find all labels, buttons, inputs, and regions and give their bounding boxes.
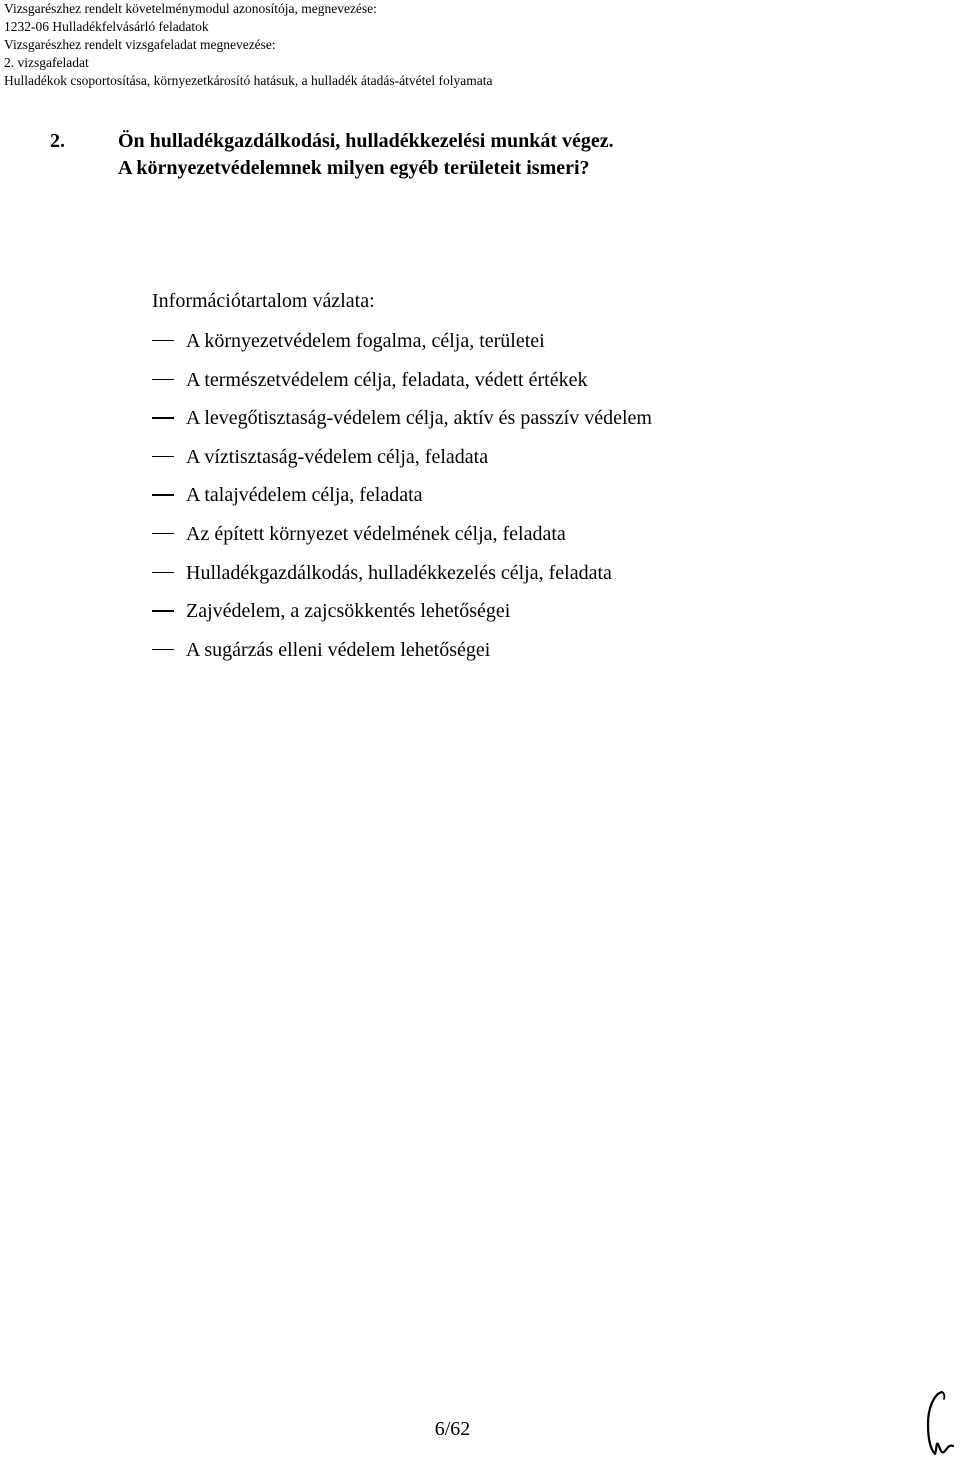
outline-item-text: A környezetvédelem fogalma, célja, területei [186, 330, 545, 352]
handwritten-signature [922, 1388, 956, 1458]
header-task-label: Vizsgarészhez rendelt vizsgafeladat megnevezése: [4, 37, 276, 52]
outline-item-text: A levegőtisztaság-védelem célja, aktív és passzív védelem [186, 407, 652, 430]
dash-bullet [152, 572, 174, 573]
dash-bullet [152, 340, 174, 341]
dash-bullet [152, 417, 174, 418]
dash-bullet [152, 610, 174, 611]
outline-item-text: A természetvédelem célja, feladata, védett értékek [186, 368, 588, 391]
task-text [118, 128, 614, 182]
dash-bullet [152, 456, 174, 457]
document-header [4, 0, 492, 90]
task-line-2: A környezetvédelemnek milyen egyéb területeit ismeri? [118, 157, 590, 179]
outline-item-text: Hulladékgazdálkodás, hulladékkezelés célja, feladata [186, 561, 612, 584]
page-number: 6/62 [434, 1418, 471, 1440]
header-module-label: Vizsgarészhez rendelt követelménymodul azonosítója, megnevezése: [4, 1, 377, 16]
task-number: 2. [50, 130, 65, 152]
task-line-1: Ön hulladékgazdálkodási, hulladékkezelési munkát végez. [118, 130, 614, 152]
header-task-name: 2. vizsgafeladat [4, 55, 89, 70]
dash-bullet [152, 533, 174, 534]
dash-bullet [152, 379, 174, 380]
header-topic: Hulladékok csoportosítása, környezetkárosító hatásuk, a hulladék átadás-átvétel folyamata [4, 73, 493, 88]
dash-bullet [152, 649, 174, 650]
outline-item-text: Az épített környezet védelmének célja, feladata [186, 522, 566, 545]
outline-item-text: A víztisztaság-védelem célja, feladata [186, 445, 489, 468]
outline-item-text: A sugárzás elleni védelem lehetőségei [186, 638, 491, 661]
outline-item-text: A talajvédelem célja, feladata [186, 484, 423, 507]
dash-bullet [152, 494, 174, 495]
header-module-id: 1232-06 Hulladékfelvásárló feladatok [4, 19, 209, 34]
outline-item-text: Zajvédelem, a zajcsökkentés lehetőségei [186, 600, 511, 623]
outline-title: Információtartalom vázlata: [152, 290, 375, 312]
